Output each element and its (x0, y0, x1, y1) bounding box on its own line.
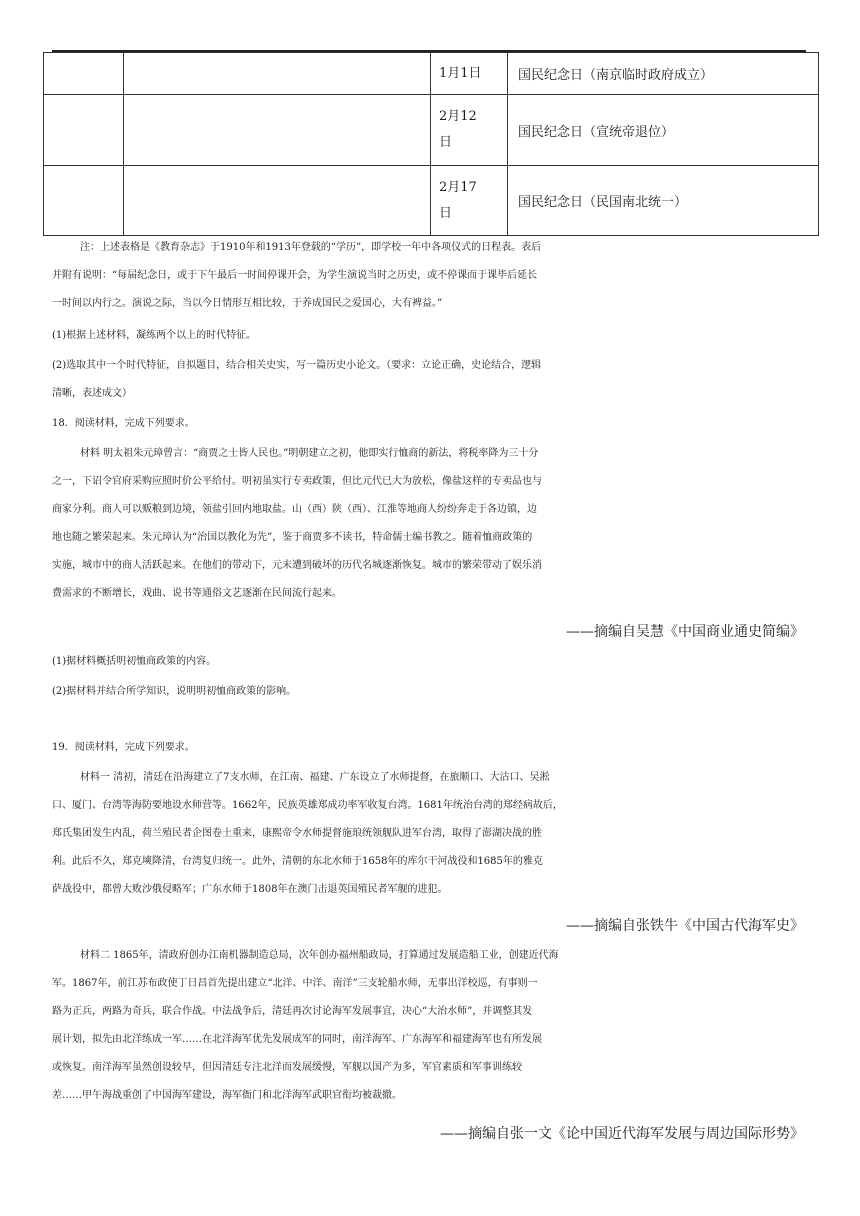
table-cell (44, 95, 124, 166)
material-line: 材料二 1865年，清政府创办江南机器制造总局，次年创办福州船政局，打算通过发展造船工业，创建近代海 (80, 950, 559, 961)
date-line: 2月12 (439, 109, 477, 124)
material-line: 实施，城市中的商人活跃起来。在他们的带动下，元末遭到破坏的历代名城逐渐恢复。城市的繁荣带动了娱乐消 (52, 560, 542, 571)
q19-material-1-source: ——摘编自张铁牛《中国古代海军史》 (566, 918, 804, 934)
date-line: 日 (439, 135, 453, 150)
table-row (44, 95, 819, 166)
q17-item-2 (52, 352, 812, 408)
date-line: 2月17 (439, 179, 477, 195)
table-cell-event: 国民纪念日（宣统帝退位） (508, 95, 819, 166)
table-row (44, 53, 819, 95)
table-cell-event: 国民纪念日（南京临时政府成立） (508, 53, 819, 95)
q19-heading: 19．阅读材料，完成下列要求。 (52, 742, 195, 753)
note-line: 一时间以内行之。演说之际，当以今日情形互相比较，于养成国民之爱国心，大有裨益。” (52, 298, 443, 309)
table-cell-date: 1月1日 (431, 53, 508, 95)
q17-item-2-line: (2)选取其中一个时代特征，自拟题目，结合相关史实，写一篇历史小论文。（要求：立论正确，史论结合，逻辑 (52, 360, 542, 371)
material-line: 路为正兵，两路为奇兵，联合作战。中法战争后，清廷再次讨论海军发展事宜，决心“大治水师”，并调整其发 (52, 1006, 533, 1017)
date-line: 日 (439, 205, 453, 221)
q19-material-2 (52, 942, 812, 1110)
material-line: 口、厦门、台湾等海防要地设水师营等。1662年，民族英雄郑成功率军收复台湾。1681年统治台湾的郑经病故后， (52, 800, 563, 811)
material-line: 利。此后不久，郑克塽降清，台湾复归统一。此外，清朝的东北水师于1658年的库尔干河战役和1685年的雅克 (52, 856, 543, 867)
q17-item-1: (1)根据上述材料，凝练两个以上的时代特征。 (52, 330, 257, 341)
q18-material (52, 440, 812, 608)
material-line: 材料 明太祖朱元璋曾言：“商贾之士皆人民也。”明朝建立之初，他即实行恤商的新法，将税率降为三十分 (80, 448, 539, 459)
material-line: 差……甲午海战重创了中国海军建设，海军衙门和北洋海军武职官衔均被裁撤。 (52, 1090, 402, 1101)
table-cell-event: 国民纪念日（民国南北统一） (508, 166, 819, 236)
note-line: 并附有说明：“每届纪念日，或于下午最后一时间停课开会，为学生演说当时之历史，或不停课而于课毕后延长 (52, 270, 538, 281)
material-line: 商家分利。商人可以贩粮到边境，领盐引回内地取盐。山（西）陕（西）、江淮等地商人纷纷奔走于各边镇，边 (52, 504, 537, 515)
material-line: 军。1867年，前江苏布政使丁日昌首先提出建立“北洋、中洋、南洋”三支轮船水师，无事出洋校巡，有事则一 (52, 978, 538, 989)
q18-heading: 18．阅读材料，完成下列要求。 (52, 418, 195, 429)
table-cell (124, 53, 431, 95)
table-cell-date (431, 95, 508, 166)
q18-item-1: (1)据材料概括明初恤商政策的内容。 (52, 656, 217, 667)
material-line: 之一，下诏令官府采购应照时价公平给付。明初虽实行专卖政策，但比元代已大为放松，像盐这样的专卖品也与 (52, 476, 542, 487)
table-cell (124, 95, 431, 166)
q17-item-2-line: 清晰，表述成文） (52, 388, 132, 399)
table-cell (44, 53, 124, 95)
table-cell (124, 166, 431, 236)
material-line: 地也随之繁荣起来。朱元璋认为“治国以教化为先”，鉴于商贾多不读书，特命儒士编书教之。随着恤商政策的 (52, 532, 533, 543)
q19-material-1 (52, 764, 812, 904)
material-line: 萨战役中，都曾大败沙俄侵略军；广东水师于1808年在澳门击退英国殖民者军舰的进犯。 (52, 884, 448, 895)
table-cell-date (431, 166, 508, 236)
material-line: 展计划，拟先由北洋练成一军……在北洋海军优先发展成军的同时，南洋海军、广东海军和福建海军也有所发展 (52, 1034, 542, 1045)
table-note (52, 234, 812, 318)
q18-source: ——摘编自吴慧《中国商业通史简编》 (566, 624, 804, 640)
q19-material-2-source: ——摘编自张一文《论中国近代海军发展与周边国际形势》 (440, 1126, 804, 1142)
q18-item-2: (2)据材料并结合所学知识，说明明初恤商政策的影响。 (52, 686, 297, 697)
table-row (44, 166, 819, 236)
material-line: 费需求的不断增长，戏曲、说书等通俗文艺逐渐在民间流行起来。 (52, 588, 342, 599)
material-line: 郑氏集团发生内乱，荷兰殖民者企图卷土重来，康熙帝令水师提督施琅统领舰队进军台湾，取得了澎湖决战的胜 (52, 828, 542, 839)
schedule-table (43, 52, 819, 236)
note-line: 注：上述表格是《教育杂志》于1910年和1913年登载的“学历”，即学校一年中各项仪式的日程表。表后 (80, 242, 542, 253)
material-line: 或恢复。南洋海军虽然创设较早，但因清廷专注北洋而发展缓慢，军舰以国产为多，军官素质和军事训练较 (52, 1062, 522, 1073)
table-cell (44, 166, 124, 236)
material-line: 材料一 清初，清廷在沿海建立了7支水师，在江南、福建、广东设立了水师提督，在旅顺口、大沽口、吴淞 (80, 772, 550, 783)
